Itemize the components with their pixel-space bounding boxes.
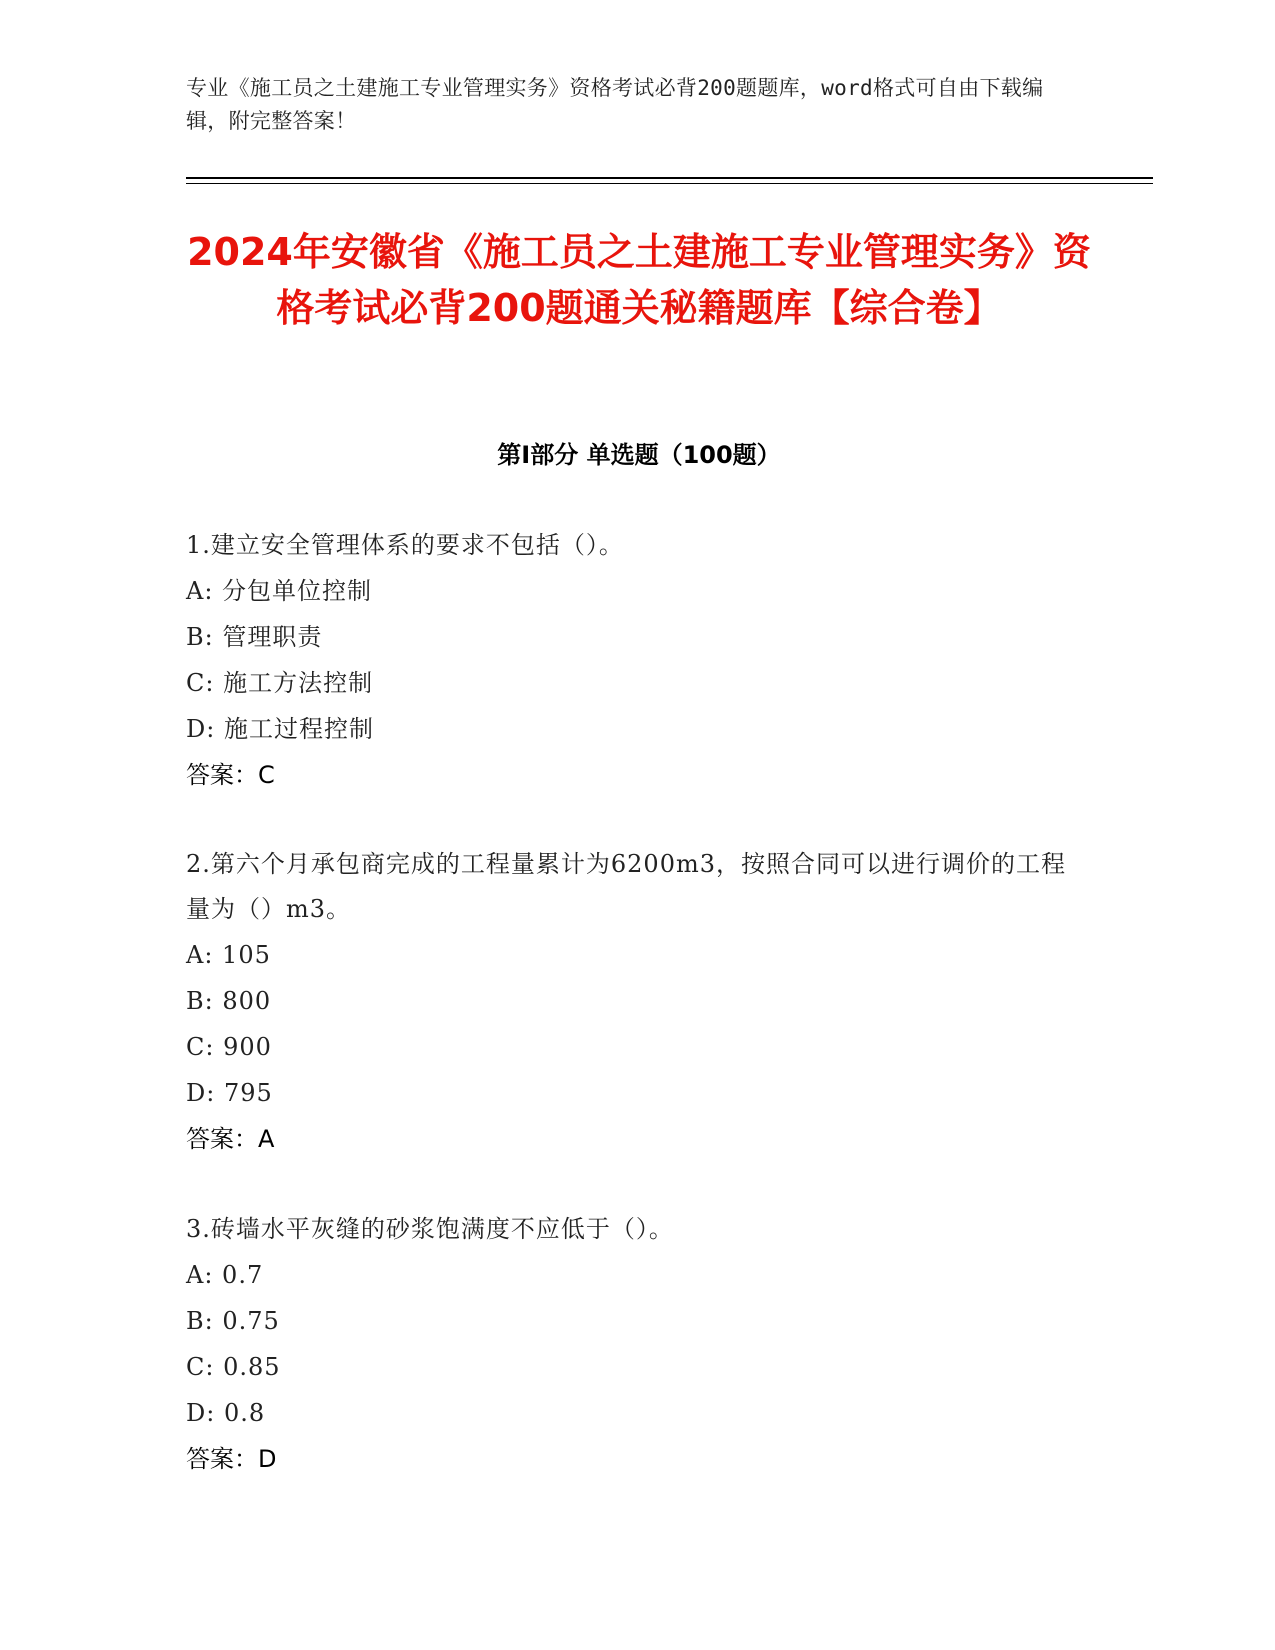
answer-line [186,1116,1066,1162]
question-stem: 3.砖墙水平灰缝的砂浆饱满度不应低于（）。 [186,1215,674,1243]
option-b: B: 800 [186,987,272,1015]
answer-value: C [258,761,275,789]
answer-label: 答案： [186,1445,258,1473]
option-b: B: 管理职责 [186,623,323,651]
answer-line [186,752,1066,798]
section-title: 第I部分 单选题（100题） [497,441,781,469]
option-a: A: 105 [186,941,271,969]
option-c: C: 900 [186,1033,272,1061]
option-a: A: 分包单位控制 [186,577,373,605]
question-2 [186,842,1066,1162]
option-a: A: 0.7 [186,1261,264,1289]
answer-label: 答案： [186,761,258,789]
header-note: 专业《施工员之土建施工专业管理实务》资格考试必背200题题库，word格式可自由下载编辑，附完整答案！ [186,76,1044,133]
option-d: D: 795 [186,1079,273,1107]
option-b: B: 0.75 [186,1307,280,1335]
option-c: C: 0.85 [186,1353,281,1381]
answer-line [186,1436,1066,1482]
question-stem: 2.第六个月承包商完成的工程量累计为6200m3，按照合同可以进行调价的工程量为（）m3。 [186,850,1067,923]
question-1 [186,522,1066,798]
option-d: D: 0.8 [186,1399,266,1427]
answer-value: A [258,1125,275,1153]
document-title: 2024年安徽省《施工员之土建施工专业管理实务》资格考试必背200题通关秘籍题库【综合卷】 [187,230,1091,330]
answer-label: 答案： [186,1125,258,1153]
question-3 [186,1206,1066,1482]
answer-value: D [258,1445,277,1473]
question-stem: 1.建立安全管理体系的要求不包括（）。 [186,531,624,559]
option-d: D: 施工过程控制 [186,715,374,743]
header-divider-thick [186,177,1153,179]
header-divider-thin [186,183,1153,184]
option-c: C: 施工方法控制 [186,669,374,697]
question-list [186,522,1066,1526]
